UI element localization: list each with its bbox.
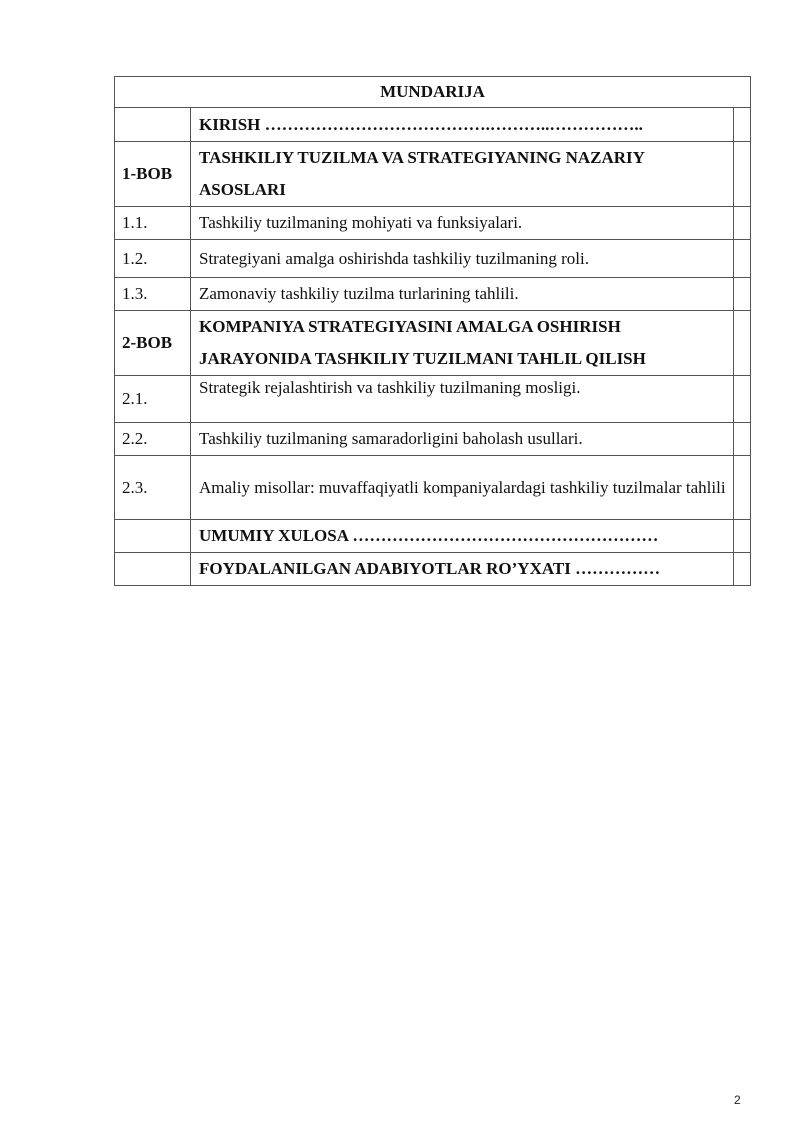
toc-row-text: UMUMIY XULOSA ……………………………………………… (191, 520, 734, 553)
toc-row-num (115, 108, 191, 142)
toc-row-num: 2-BOB (115, 311, 191, 376)
toc-row-num: 1.3. (115, 278, 191, 311)
toc-row-text: Tashkiliy tuzilmaning mohiyati va funksiyalari. (191, 207, 734, 240)
toc-row-page (734, 456, 751, 520)
toc-row-page (734, 278, 751, 311)
toc-row-text: Tashkiliy tuzilmaning samaradorligini baholash usullari. (191, 423, 734, 456)
toc-row-num: 2.2. (115, 423, 191, 456)
toc-row-text: FOYDALANILGAN ADABIYOTLAR RO’YXATI …………… (191, 553, 734, 586)
toc-row-num: 1.1. (115, 207, 191, 240)
toc-row-text: TASHKILIY TUZILMA VA STRATEGIYANING NAZARIY ASOSLARI (191, 142, 734, 207)
toc-title: MUNDARIJA (115, 77, 751, 108)
toc-row-page (734, 108, 751, 142)
toc-row-page (734, 423, 751, 456)
toc-row-page (734, 311, 751, 376)
toc-row-num: 1-BOB (115, 142, 191, 207)
toc-row-text: KOMPANIYA STRATEGIYASINI AMALGA OSHIRISH JARAYONIDA TASHKILIY TUZILMANI TAHLIL QILISH (191, 311, 734, 376)
toc-row-text: Amaliy misollar: muvaffaqiyatli kompaniyalardagi tashkiliy tuzilmalar tahlili (191, 456, 734, 520)
table-of-contents (114, 76, 751, 586)
toc-row-page (734, 553, 751, 586)
toc-row-page (734, 207, 751, 240)
toc-row-page (734, 376, 751, 423)
toc-row-text: KIRISH ………………………………….………..…………….. (191, 108, 734, 142)
toc-row-num: 2.1. (115, 376, 191, 423)
toc-row-text: Zamonaviy tashkiliy tuzilma turlarining tahlili. (191, 278, 734, 311)
toc-row-num (115, 553, 191, 586)
toc-row-page (734, 142, 751, 207)
toc-row-num: 2.3. (115, 456, 191, 520)
toc-row-text: Strategik rejalashtirish va tashkiliy tuzilmaning mosligi. (191, 376, 734, 423)
page-number: 2 (734, 1093, 741, 1107)
toc-row-num (115, 520, 191, 553)
toc-row-text: Strategiyani amalga oshirishda tashkiliy tuzilmaning roli. (191, 240, 734, 278)
toc-row-page (734, 240, 751, 278)
toc-row-num: 1.2. (115, 240, 191, 278)
toc-row-page (734, 520, 751, 553)
